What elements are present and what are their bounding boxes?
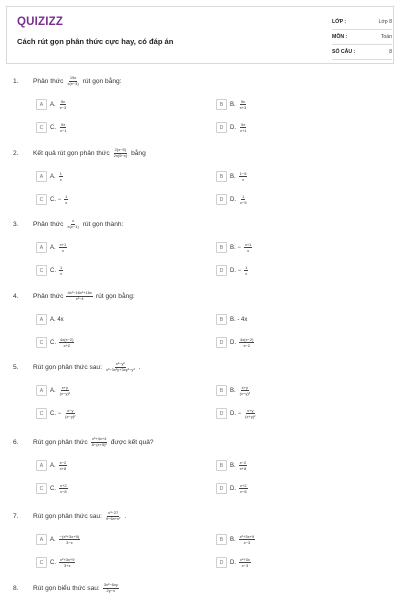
option-label: D. xyxy=(230,124,236,131)
option-label: D. xyxy=(230,339,236,346)
fraction xyxy=(113,148,128,158)
option-label: A. xyxy=(50,387,56,394)
denominator: x−2 xyxy=(243,342,250,348)
denominator: x+8 xyxy=(239,465,247,471)
option-label: B. xyxy=(230,387,236,394)
meta-count-value: 8 xyxy=(389,49,392,55)
question-text-after: rút gọn thành: xyxy=(82,220,124,228)
numerator: 1 xyxy=(65,193,68,199)
question-number: 7. xyxy=(13,513,19,520)
fraction xyxy=(244,266,248,276)
fraction xyxy=(239,535,255,545)
option-letter-box[interactable]: C xyxy=(36,122,47,133)
option-a[interactable] xyxy=(36,242,68,253)
option-b[interactable] xyxy=(216,385,252,396)
option-letter-box[interactable]: B xyxy=(216,171,227,182)
fraction xyxy=(239,195,248,205)
meta-class-row xyxy=(332,15,392,30)
option-label: B. − xyxy=(230,244,241,251)
option-label: C. − xyxy=(50,196,62,203)
fraction xyxy=(59,535,80,545)
numerator: x+2 xyxy=(60,482,67,488)
numerator: x+1 xyxy=(244,241,252,247)
option-letter-box[interactable]: C xyxy=(36,337,47,348)
denominator: (x−y)² xyxy=(59,390,71,396)
fraction xyxy=(244,243,253,253)
question-text-before: Phân thức xyxy=(33,292,64,300)
fraction xyxy=(239,386,251,396)
numerator: 3x²−6xy xyxy=(103,582,118,587)
denominator: 3−x xyxy=(66,539,73,545)
option-label: C. xyxy=(50,485,56,492)
option-a[interactable] xyxy=(36,460,68,471)
option-letter-box[interactable]: D xyxy=(216,265,227,276)
numerator: x+y xyxy=(61,384,69,390)
denominator: x xyxy=(65,199,68,205)
option-d[interactable] xyxy=(216,122,249,133)
option-letter-box[interactable]: C xyxy=(36,483,47,494)
question-text-after: . xyxy=(138,363,141,371)
option-label: C. − xyxy=(50,410,62,417)
option-letter-box[interactable]: A xyxy=(36,534,47,545)
denominator: 8−(x+5)² xyxy=(91,442,107,447)
question-text-before: Rút gọn biểu thức sau: xyxy=(33,584,100,592)
denominator: x+1 xyxy=(240,127,247,133)
option-label: A. xyxy=(50,462,56,469)
option-label: D. − xyxy=(230,267,242,274)
numerator: x²+3x+9 xyxy=(60,556,75,562)
fraction xyxy=(66,219,79,229)
fraction xyxy=(64,195,68,205)
option-letter-box[interactable]: B xyxy=(216,314,227,325)
numerator: x−y xyxy=(67,407,74,413)
denominator: x+2 xyxy=(63,342,70,348)
option-a[interactable] xyxy=(36,314,66,325)
question-text-after: . xyxy=(124,512,127,520)
denominator: x(x−1) xyxy=(67,224,79,229)
fraction xyxy=(244,409,256,419)
fraction xyxy=(66,291,92,301)
fraction xyxy=(66,76,79,86)
option-letter-box[interactable]: C xyxy=(36,194,47,205)
numerator: 1 xyxy=(245,264,248,270)
fraction xyxy=(59,266,63,276)
option-letter-box[interactable]: D xyxy=(216,557,227,568)
numerator: 5x xyxy=(61,121,66,127)
numerator: 15x xyxy=(69,75,77,80)
meta-class-key: LỚP : xyxy=(332,19,347,25)
meta-subject-row xyxy=(332,30,392,45)
option-letter-box[interactable]: B xyxy=(216,534,227,545)
option-letter-box[interactable]: C xyxy=(36,557,47,568)
fraction xyxy=(59,461,68,471)
option-c[interactable] xyxy=(36,557,76,568)
fraction xyxy=(239,484,248,494)
option-c[interactable] xyxy=(36,408,78,419)
option-label: C. xyxy=(50,559,56,566)
question-text-before: Kết quả rút gọn phân thức xyxy=(33,149,110,157)
numerator: x xyxy=(72,218,75,223)
fraction xyxy=(59,386,71,396)
denominator: x+3 xyxy=(239,104,247,110)
option-letter-box[interactable]: C xyxy=(36,408,47,419)
denominator: 2y−x xyxy=(106,588,116,593)
option-label: D. xyxy=(230,485,236,492)
option-letter-box[interactable]: D xyxy=(216,337,227,348)
numerator: x+1 xyxy=(59,241,67,247)
denominator: x(x−3) xyxy=(67,81,79,86)
numerator: 2(x−5) xyxy=(114,147,127,152)
denominator: x xyxy=(59,176,62,182)
numerator: x²+4x+4 xyxy=(91,436,107,441)
question-text-after: được kết quả? xyxy=(110,438,154,446)
fraction xyxy=(59,243,68,253)
option-letter-box[interactable]: A xyxy=(36,314,47,325)
fraction xyxy=(239,558,251,568)
option-d[interactable] xyxy=(216,337,255,348)
option-a[interactable] xyxy=(36,171,64,182)
quizizz-logo: QUIZIZZ xyxy=(17,16,64,28)
numerator: x+2 xyxy=(240,482,247,488)
fraction xyxy=(59,558,75,568)
numerator: x²+3x xyxy=(240,556,250,562)
denominator: x³−3x²y+3xy²−y³ xyxy=(105,367,135,372)
numerator: 5x xyxy=(241,121,246,127)
question-text xyxy=(33,362,141,372)
question-number: 4. xyxy=(13,293,19,300)
option-label: A. xyxy=(50,244,56,251)
denominator: 3+x xyxy=(63,562,71,568)
question-text-before: Rút gọn phân thức sau: xyxy=(33,512,102,520)
question-text xyxy=(33,511,126,521)
option-letter-box[interactable]: B xyxy=(216,99,227,110)
question-number: 5. xyxy=(13,364,19,371)
option-c[interactable] xyxy=(36,122,69,133)
worksheet-meta xyxy=(332,15,392,60)
denominator: (x−y)³ xyxy=(239,390,251,396)
numerator: 1 xyxy=(59,170,62,176)
question-text xyxy=(33,437,154,447)
question-text-after: bằng xyxy=(131,149,146,157)
fraction xyxy=(59,484,68,494)
option-letter-box[interactable]: A xyxy=(36,171,47,182)
option-label: B. xyxy=(230,462,236,469)
question-text-before: Phân thức xyxy=(33,220,64,228)
option-label: B. xyxy=(230,536,236,543)
numerator: 4x(x−2) xyxy=(60,336,74,342)
option-letter-box[interactable]: A xyxy=(36,385,47,396)
denominator: x xyxy=(60,270,63,276)
fraction xyxy=(59,100,68,110)
option-letter-box[interactable]: C xyxy=(36,265,47,276)
fraction xyxy=(239,172,248,182)
option-label: A. 4x xyxy=(50,316,64,323)
numerator: 1−5 xyxy=(239,170,247,176)
fraction xyxy=(239,338,254,348)
option-label: B. - 4x xyxy=(230,316,248,323)
question-number: 1. xyxy=(13,78,19,85)
option-c[interactable] xyxy=(36,483,69,494)
option-label: A. xyxy=(50,173,56,180)
option-letter-box[interactable]: B xyxy=(216,460,227,471)
question-text xyxy=(33,583,122,593)
fraction xyxy=(103,583,119,593)
option-b[interactable] xyxy=(216,171,248,182)
meta-subject-value: Toán xyxy=(380,34,392,40)
option-label: D. xyxy=(230,196,236,203)
option-letter-box[interactable]: D xyxy=(216,194,227,205)
denominator: x xyxy=(247,247,250,253)
fraction xyxy=(105,362,136,372)
option-label: A. xyxy=(50,101,56,108)
option-d[interactable] xyxy=(216,265,249,276)
option-label: D. xyxy=(230,559,236,566)
numerator: x−2 xyxy=(239,459,247,465)
numerator: x−2 xyxy=(59,459,67,465)
fraction xyxy=(105,511,121,521)
numerator: 4x³−16x²+16x xyxy=(67,290,92,295)
worksheet-title: Cách rút gọn phân thức cực hay, có đáp án xyxy=(17,37,174,46)
option-c[interactable] xyxy=(36,194,69,205)
denominator: x+8 xyxy=(59,465,67,471)
denominator: x−3 xyxy=(241,562,249,568)
option-label: C. xyxy=(50,124,56,131)
option-d[interactable] xyxy=(216,194,249,205)
numerator: 4x(x−2) xyxy=(240,336,254,342)
option-b[interactable] xyxy=(216,99,248,110)
option-b[interactable] xyxy=(216,534,256,545)
denominator: x−3 xyxy=(243,539,251,545)
denominator: x−8 xyxy=(240,488,247,494)
question-text-before: Rút gọn phân thức xyxy=(33,438,88,446)
question-text-before: Rút gọn phân thức sau: xyxy=(33,363,102,371)
denominator: x−5 xyxy=(240,199,247,205)
option-letter-box[interactable]: D xyxy=(216,122,227,133)
meta-class-value: Lớp 8 xyxy=(378,19,392,25)
question-number: 2. xyxy=(13,150,19,157)
question-text xyxy=(33,76,122,86)
option-c[interactable] xyxy=(36,265,64,276)
meta-subject-key: MÔN : xyxy=(332,34,348,40)
option-letter-box[interactable]: A xyxy=(36,460,47,471)
option-b[interactable] xyxy=(216,242,253,253)
option-label: B. xyxy=(230,101,236,108)
option-a[interactable] xyxy=(36,99,68,110)
numerator: 5x xyxy=(240,98,246,104)
option-d[interactable] xyxy=(216,557,252,568)
numerator: −(x²+3x+9) xyxy=(59,533,80,539)
denominator: 9−6x+x² xyxy=(105,516,121,521)
question-number: 8. xyxy=(13,585,19,592)
option-b[interactable] xyxy=(216,460,248,471)
denominator: x−8 xyxy=(60,488,67,494)
option-b[interactable] xyxy=(216,314,249,325)
option-label: A. xyxy=(50,536,56,543)
numerator: 5x xyxy=(60,98,66,104)
option-d[interactable] xyxy=(216,408,258,419)
fraction xyxy=(59,123,68,133)
numerator: x²+3x+9 xyxy=(239,533,255,539)
numerator: 1 xyxy=(60,264,63,270)
option-c[interactable] xyxy=(36,337,75,348)
numerator: x+y xyxy=(241,384,249,390)
denominator: x²−4 xyxy=(75,296,84,301)
option-label: C. xyxy=(50,339,56,346)
option-label: D. − xyxy=(230,410,242,417)
question-text xyxy=(33,219,123,229)
denominator: x−3 xyxy=(59,104,67,110)
option-letter-box[interactable]: A xyxy=(36,242,47,253)
fraction xyxy=(91,437,108,447)
question-text xyxy=(33,291,135,301)
denominator: x xyxy=(242,176,245,182)
numerator: x³−27 xyxy=(108,510,119,515)
option-letter-box[interactable]: B xyxy=(216,385,227,396)
numerator: 1 xyxy=(242,193,245,199)
worksheet-header xyxy=(6,6,394,64)
numerator: x²−y² xyxy=(115,361,125,366)
option-label: C. xyxy=(50,267,56,274)
fraction xyxy=(59,172,63,182)
fraction xyxy=(239,123,248,133)
option-label: B. xyxy=(230,173,236,180)
option-letter-box[interactable]: B xyxy=(216,242,227,253)
meta-count-key: SỐ CÂU : xyxy=(332,49,356,55)
question-text-after: rút gọn bằng: xyxy=(82,77,122,85)
numerator: x+y xyxy=(247,407,254,413)
denominator: x xyxy=(245,270,248,276)
option-a[interactable] xyxy=(36,385,72,396)
option-letter-box[interactable]: D xyxy=(216,483,227,494)
option-letter-box[interactable]: D xyxy=(216,408,227,419)
fraction xyxy=(64,409,76,419)
option-d[interactable] xyxy=(216,483,249,494)
denominator: 2x(5−x) xyxy=(113,153,128,158)
question-number: 6. xyxy=(13,439,19,446)
meta-count-row xyxy=(332,45,392,60)
denominator: (x−y)² xyxy=(65,413,76,419)
option-a[interactable] xyxy=(36,534,81,545)
question-text-before: Phân thức xyxy=(33,77,64,85)
option-letter-box[interactable]: A xyxy=(36,99,47,110)
denominator: x−1 xyxy=(60,127,67,133)
denominator: (x+y)² xyxy=(245,413,256,419)
fraction xyxy=(239,461,248,471)
fraction xyxy=(239,100,248,110)
question-text-after: rút gọn bằng: xyxy=(95,292,135,300)
fraction xyxy=(59,338,74,348)
question-text xyxy=(33,148,146,158)
question-number: 3. xyxy=(13,221,19,228)
denominator: x xyxy=(61,247,64,253)
